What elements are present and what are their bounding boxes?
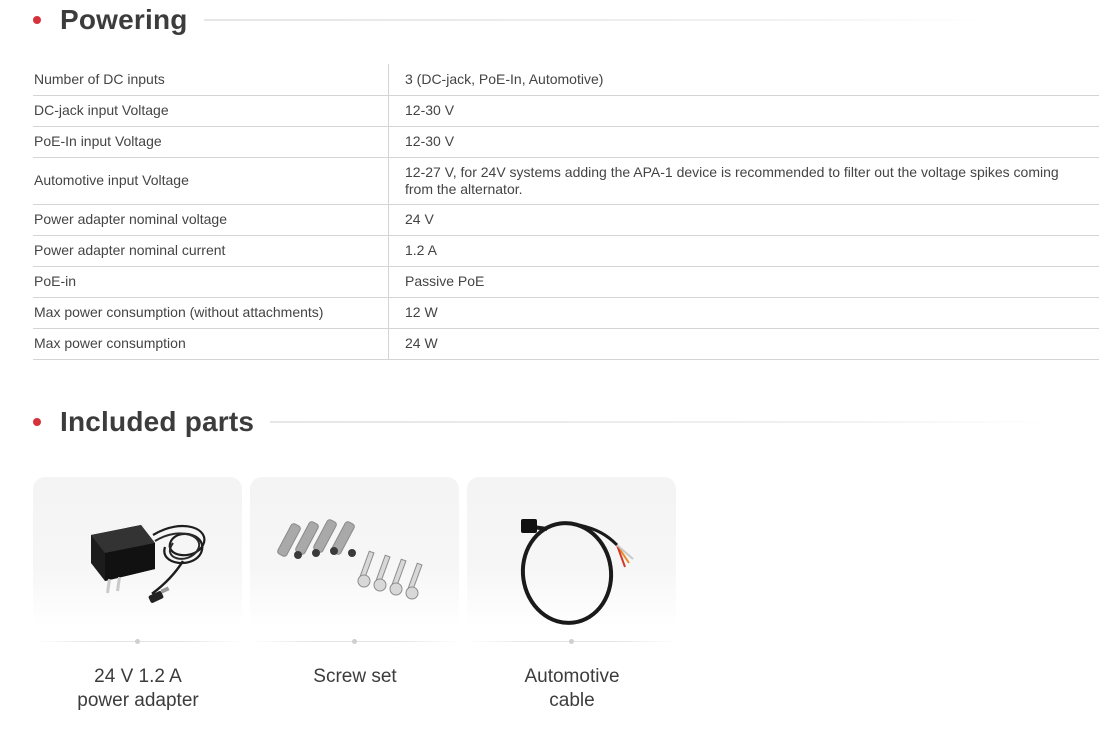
spec-value: 24 V bbox=[389, 204, 1099, 235]
spec-value: 12 W bbox=[389, 297, 1099, 328]
spec-label: PoE-in bbox=[33, 266, 389, 297]
spec-label: Max power consumption (without attachments) bbox=[33, 297, 389, 328]
header-divider bbox=[270, 421, 1050, 423]
dot-icon bbox=[569, 639, 574, 644]
table-row bbox=[33, 266, 1099, 297]
spec-value: 3 (DC-jack, PoE-In, Automotive) bbox=[389, 64, 1099, 95]
table-row bbox=[33, 157, 1099, 204]
section-title: Powering bbox=[60, 4, 188, 35]
part-label: Automotive cable bbox=[524, 666, 620, 711]
spec-value: 12-27 V, for 24V systems adding the APA-1 device is recommended to filter out the voltage spikes coming from the alternator. bbox=[389, 157, 1099, 204]
spec-label: Power adapter nominal voltage bbox=[33, 204, 389, 235]
spec-label: Number of DC inputs bbox=[33, 64, 389, 95]
table-row bbox=[33, 235, 1099, 266]
table-row bbox=[33, 126, 1099, 157]
automotive-cable-image bbox=[467, 477, 676, 627]
table-row bbox=[33, 297, 1099, 328]
section-header-included-parts bbox=[33, 406, 1050, 438]
table-row bbox=[33, 64, 1099, 95]
part-card bbox=[33, 477, 243, 713]
spec-label: Automotive input Voltage bbox=[33, 157, 389, 204]
dot-icon bbox=[352, 639, 357, 644]
spec-value: 1.2 A bbox=[389, 235, 1099, 266]
section-header-powering bbox=[33, 4, 984, 36]
spec-label: Power adapter nominal current bbox=[33, 235, 389, 266]
table-row bbox=[33, 95, 1099, 126]
power-adapter-image bbox=[33, 477, 242, 627]
dot-icon bbox=[135, 639, 140, 644]
spec-value: Passive PoE bbox=[389, 266, 1099, 297]
table-row bbox=[33, 328, 1099, 359]
spec-value: 12-30 V bbox=[389, 126, 1099, 157]
spec-label: PoE-In input Voltage bbox=[33, 126, 389, 157]
included-parts-list bbox=[33, 477, 684, 713]
screw-set-image bbox=[250, 477, 459, 627]
section-title: Included parts bbox=[60, 406, 255, 437]
part-label: 24 V 1.2 A power adapter bbox=[77, 666, 199, 711]
spec-value: 12-30 V bbox=[389, 95, 1099, 126]
table-row bbox=[33, 204, 1099, 235]
part-card bbox=[467, 477, 677, 713]
part-label: Screw set bbox=[313, 666, 397, 687]
header-divider bbox=[204, 19, 984, 21]
powering-specs-table bbox=[33, 64, 1099, 360]
part-card bbox=[250, 477, 460, 713]
spec-label: DC-jack input Voltage bbox=[33, 95, 389, 126]
bullet-icon bbox=[33, 16, 41, 24]
spec-label: Max power consumption bbox=[33, 328, 389, 359]
spec-value: 24 W bbox=[389, 328, 1099, 359]
bullet-icon bbox=[33, 418, 41, 426]
